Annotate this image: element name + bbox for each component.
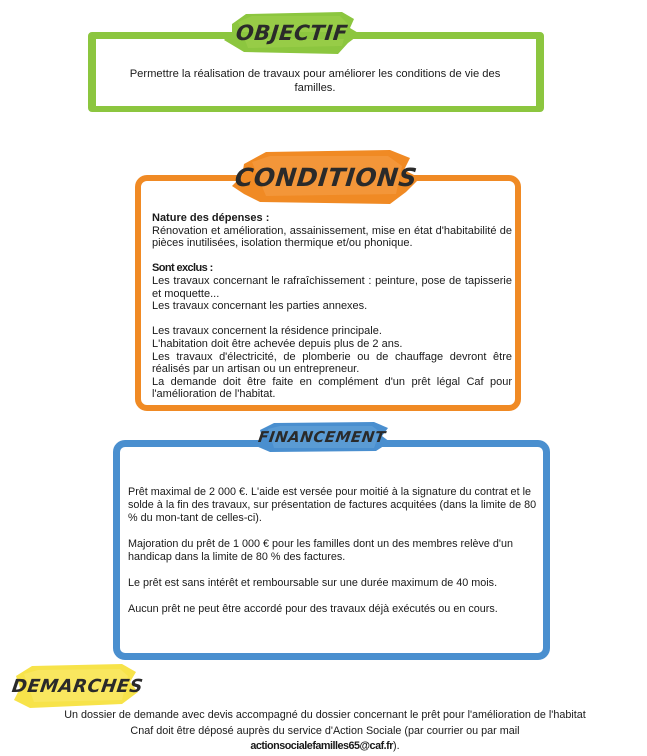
financement-body (128, 486, 538, 629)
objectif-text: Permettre la réalisation de travaux pour améliorer les conditions de vie des familles. (129, 68, 501, 94)
financement-heading: FINANCEMENT (257, 428, 387, 446)
financement-paragraph-2: Majoration du prêt de 1 000 € pour les familles dont un des membres relève d'un handicap dans la limite de 80 % des factures. (128, 538, 513, 563)
condition-item-3: Les travaux d'électricité, de plomberie ou de chauffage devront être réalisés par un artisan ou un entrepreneur. (152, 350, 512, 376)
nature-text: Rénovation et amélioration, assainissement, mise en état d'habitabilité de pièces inutilisées, isolation thermique et/ou phonique. (152, 224, 512, 250)
financement-paragraph-3: Le prêt est sans intérêt et remboursable sur une durée maximum de 40 mois. (128, 577, 498, 589)
demarches-heading: DEMARCHES (10, 676, 145, 697)
condition-item-4: La demande doit être faite en complément d'un prêt légal Caf pour l'amélioration de l'habitat. (152, 375, 512, 401)
financement-paragraph-1: Prêt maximal de 2 000 €. L'aide est versée pour moitié à la signature du contrat et le solde à la fin des travaux, sur présentation de factures acquitées (dans la limite de 80 % du mon-tant de celles-ci). (128, 486, 537, 524)
demarches-text-after: ). (392, 740, 400, 752)
condition-item-2: L'habitation doit être achevée depuis plus de 2 ans. (152, 337, 403, 350)
exclus-item-2: Les travaux concernant les parties annexes. (152, 300, 368, 313)
email-link[interactable]: actionsocialefamilles65@caf.fr (250, 740, 393, 752)
objectif-heading: OBJECTIF (234, 21, 350, 45)
demarches-text-before: Un dossier de demande avec devis accompagné du dossier concernant le prêt pour l'amélioration de l'habitat Cnaf doit être déposé auprès du service d'Action Sociale (par courrier ou par mail (64, 709, 586, 737)
financement-paragraph-4: Aucun prêt ne peut être accordé pour des travaux déjà exécutés ou en cours. (128, 603, 498, 615)
demarches-text (60, 708, 590, 755)
conditions-heading: CONDITIONS (233, 163, 419, 192)
conditions-body (152, 212, 512, 401)
exclus-label: Sont exclus : (152, 262, 213, 275)
condition-item-1: Les travaux concernent la résidence principale. (152, 325, 382, 338)
exclus-item-1: Les travaux concernant le rafraîchissement : peinture, pose de tapisserie et moquette... (152, 274, 512, 300)
nature-label: Nature des dépenses : (152, 212, 270, 224)
